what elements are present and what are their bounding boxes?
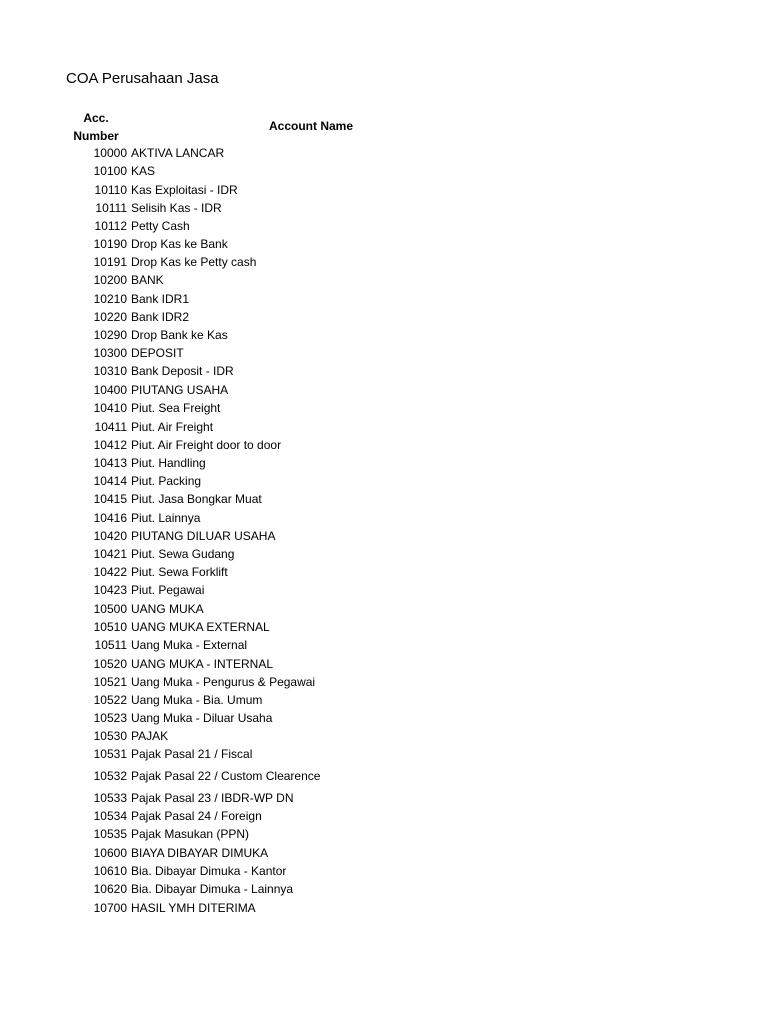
account-name: Selisih Kas - IDR — [131, 201, 222, 215]
account-number: 10110 — [94, 183, 127, 197]
account-number: 10413 — [93, 456, 127, 470]
account-name: Pajak Masukan (PPN) — [131, 827, 250, 841]
account-name: Pajak Pasal 21 / Fiscal — [131, 747, 253, 761]
account-number: 10400 — [93, 383, 127, 397]
account-name: BIAYA DIBAYAR DIMUKA — [131, 846, 269, 860]
account-number: 10532 — [93, 769, 127, 783]
account-number: 10300 — [93, 346, 127, 360]
account-number: 10100 — [93, 164, 127, 178]
account-number: 10522 — [93, 693, 127, 707]
page-title: COA Perusahaan Jasa — [66, 70, 219, 87]
account-number: 10411 — [94, 420, 127, 434]
account-number: 10534 — [93, 809, 127, 823]
account-number: 10416 — [93, 511, 127, 525]
account-name: Drop Kas ke Petty cash — [131, 255, 257, 269]
account-name: Bia. Dibayar Dimuka - Kantor — [131, 864, 287, 878]
account-number: 10415 — [93, 492, 127, 506]
account-name: HASIL YMH DITERIMA — [131, 901, 256, 915]
account-number: 10500 — [93, 602, 127, 616]
account-name: Pajak Pasal 23 / IBDR-WP DN — [131, 791, 294, 805]
account-name: Uang Muka - Pengurus & Pegawai — [131, 675, 316, 689]
account-name: Piut. Air Freight — [131, 420, 214, 434]
column-header-acc-line1: Acc. — [83, 111, 109, 125]
account-number: 10000 — [93, 146, 127, 160]
account-number: 10210 — [93, 292, 127, 306]
account-name: Petty Cash — [131, 219, 190, 233]
account-number: 10111 — [95, 201, 127, 215]
account-name: Bia. Dibayar Dimuka - Lainnya — [131, 882, 294, 896]
account-number: 10412 — [93, 438, 127, 452]
column-header-acc-line2: Number — [73, 129, 119, 143]
account-number: 10700 — [93, 901, 127, 915]
account-number: 10220 — [93, 310, 127, 324]
account-number: 10310 — [93, 364, 127, 378]
account-name: Pajak Pasal 22 / Custom Clearence — [131, 769, 321, 783]
account-number: 10190 — [93, 237, 127, 251]
account-number: 10533 — [93, 791, 127, 805]
account-number: 10421 — [93, 547, 127, 561]
account-name: Bank Deposit - IDR — [131, 364, 234, 378]
account-number: 10410 — [93, 401, 127, 415]
account-name: Uang Muka - External — [131, 638, 248, 652]
account-number: 10531 — [93, 747, 127, 761]
account-name: PIUTANG USAHA — [131, 383, 229, 397]
account-name: Piut. Handling — [131, 456, 206, 470]
account-number: 10521 — [93, 675, 127, 689]
account-name: Piut. Sea Freight — [131, 401, 221, 415]
account-number: 10200 — [93, 273, 127, 287]
account-name: PIUTANG DILUAR USAHA — [131, 529, 276, 543]
account-number: 10112 — [94, 219, 127, 233]
account-name: PAJAK — [131, 729, 169, 743]
account-name: Piut. Lainnya — [131, 511, 201, 525]
account-number: 10523 — [93, 711, 127, 725]
account-name: Piut. Jasa Bongkar Muat — [131, 492, 262, 506]
account-number: 10511 — [94, 638, 127, 652]
account-name: Bank IDR1 — [131, 292, 190, 306]
account-name: Piut. Packing — [131, 474, 202, 488]
account-number: 10520 — [93, 657, 127, 671]
column-header-account-name: Account Name — [269, 119, 354, 133]
account-number: 10423 — [93, 583, 127, 597]
account-number: 10420 — [93, 529, 127, 543]
account-number: 10530 — [93, 729, 127, 743]
account-name: Drop Kas ke Bank — [131, 237, 228, 251]
account-number: 10620 — [93, 882, 127, 896]
account-name: UANG MUKA EXTERNAL — [131, 620, 270, 634]
account-number: 10535 — [93, 827, 127, 841]
account-name: Uang Muka - Bia. Umum — [131, 693, 263, 707]
account-number: 10610 — [93, 864, 127, 878]
account-name: Piut. Sewa Forklift — [131, 565, 228, 579]
account-name: Piut. Sewa Gudang — [131, 547, 235, 561]
account-name: Kas Exploitasi - IDR — [131, 183, 238, 197]
account-number: 10191 — [93, 255, 127, 269]
account-name: Uang Muka - Diluar Usaha — [131, 711, 273, 725]
account-name: UANG MUKA — [131, 602, 204, 616]
account-name: Piut. Air Freight door to door — [131, 438, 282, 452]
account-name: Piut. Pegawai — [131, 583, 205, 597]
account-name: DEPOSIT — [131, 346, 184, 360]
account-name: AKTIVA LANCAR — [131, 146, 225, 160]
account-number: 10600 — [93, 846, 127, 860]
account-name: Pajak Pasal 24 / Foreign — [131, 809, 262, 823]
account-name: Drop Bank ke Kas — [131, 328, 228, 342]
account-number: 10422 — [93, 565, 127, 579]
account-number: 10414 — [93, 474, 127, 488]
account-number: 10290 — [93, 328, 127, 342]
account-name: BANK — [131, 273, 164, 287]
account-name: UANG MUKA - INTERNAL — [131, 657, 274, 671]
account-name: Bank IDR2 — [131, 310, 190, 324]
account-name: KAS — [131, 164, 156, 178]
account-number: 10510 — [93, 620, 127, 634]
